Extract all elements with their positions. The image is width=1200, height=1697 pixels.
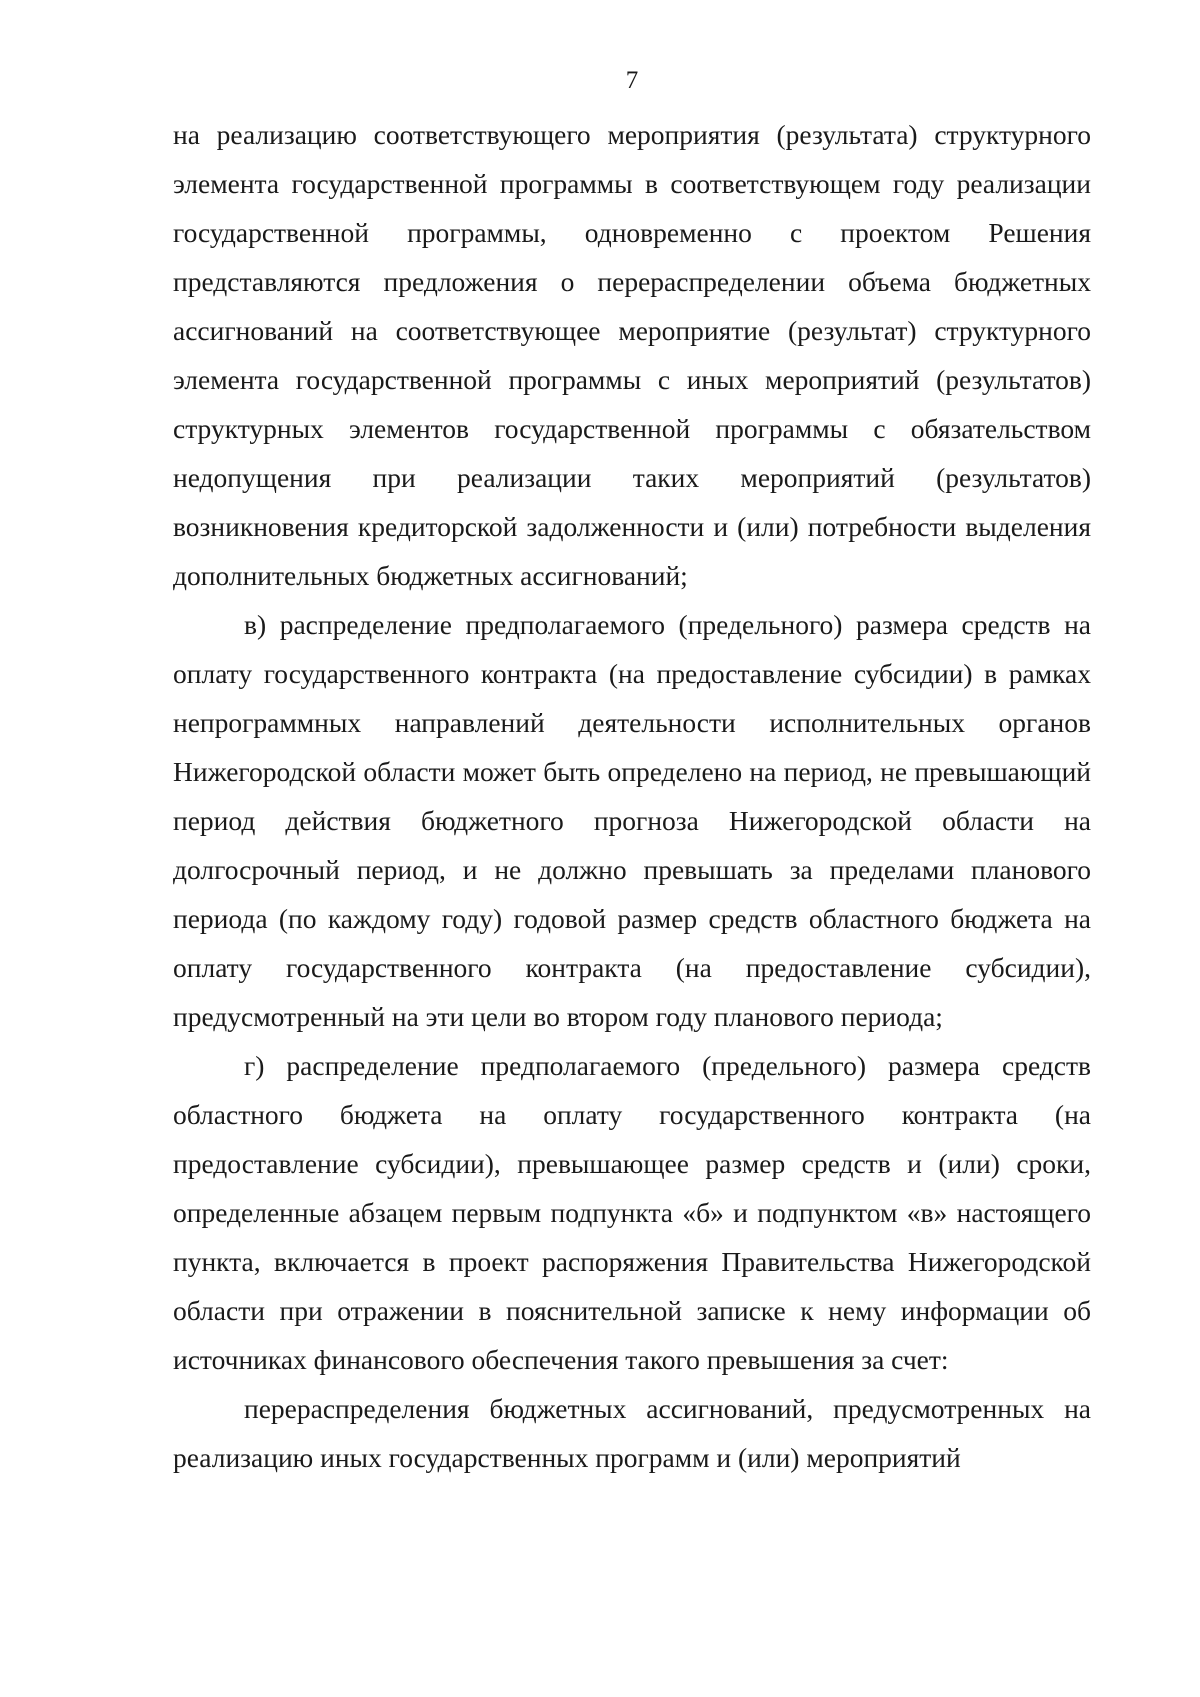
paragraph-1: на реализацию соответствующего мероприятия (результата) структурного элемента государственной программы в соответствующем году реализации государственной программы, одновременно с проектом Решения представляются предложения о перераспределении объема бюджетных ассигнований на соответствующее мероприятие (результат) структурного элемента государственной программы с иных мероприятий (результатов) структурных элементов государственной программы с обязательством недопущения при реализации таких мероприятий (результатов) возникновения кредиторской задолженности и (или) потребности выделения дополнительных бюджетных ассигнований; bbox=[173, 119, 1091, 591]
page-number: 7 bbox=[625, 67, 639, 94]
paragraph-3: г) распределение предполагаемого (предельного) размера средств областного бюджета на оплату государственного контракта (на предоставление субсидии), превышающее размер средств и (или) сроки, определенные абзацем первым подпункта «б» и подпунктом «в» настоящего пункта, включается в проект распоряжения Правительства Нижегородской области при отражении в пояснительной записке к нему информации об источниках финансового обеспечения такого превышения за счет: bbox=[173, 1050, 1091, 1375]
paragraph-4: перераспределения бюджетных ассигнований, предусмотренных на реализацию иных государственных программ и (или) мероприятий bbox=[173, 1393, 1091, 1473]
document-body bbox=[173, 110, 1091, 1482]
paragraph-2: в) распределение предполагаемого (предельного) размера средств на оплату государственного контракта (на предоставление субсидии) в рамках непрограммных направлений деятельности исполнительных органов Нижегородской области может быть определено на период, не превышающий период действия бюджетного прогноза Нижегородской области на долгосрочный период, и не должно превышать за пределами планового периода (по каждому году) годовой размер средств областного бюджета на оплату государственного контракта (на предоставление субсидии), предусмотренный на эти цели во втором году планового периода; bbox=[173, 609, 1091, 1032]
